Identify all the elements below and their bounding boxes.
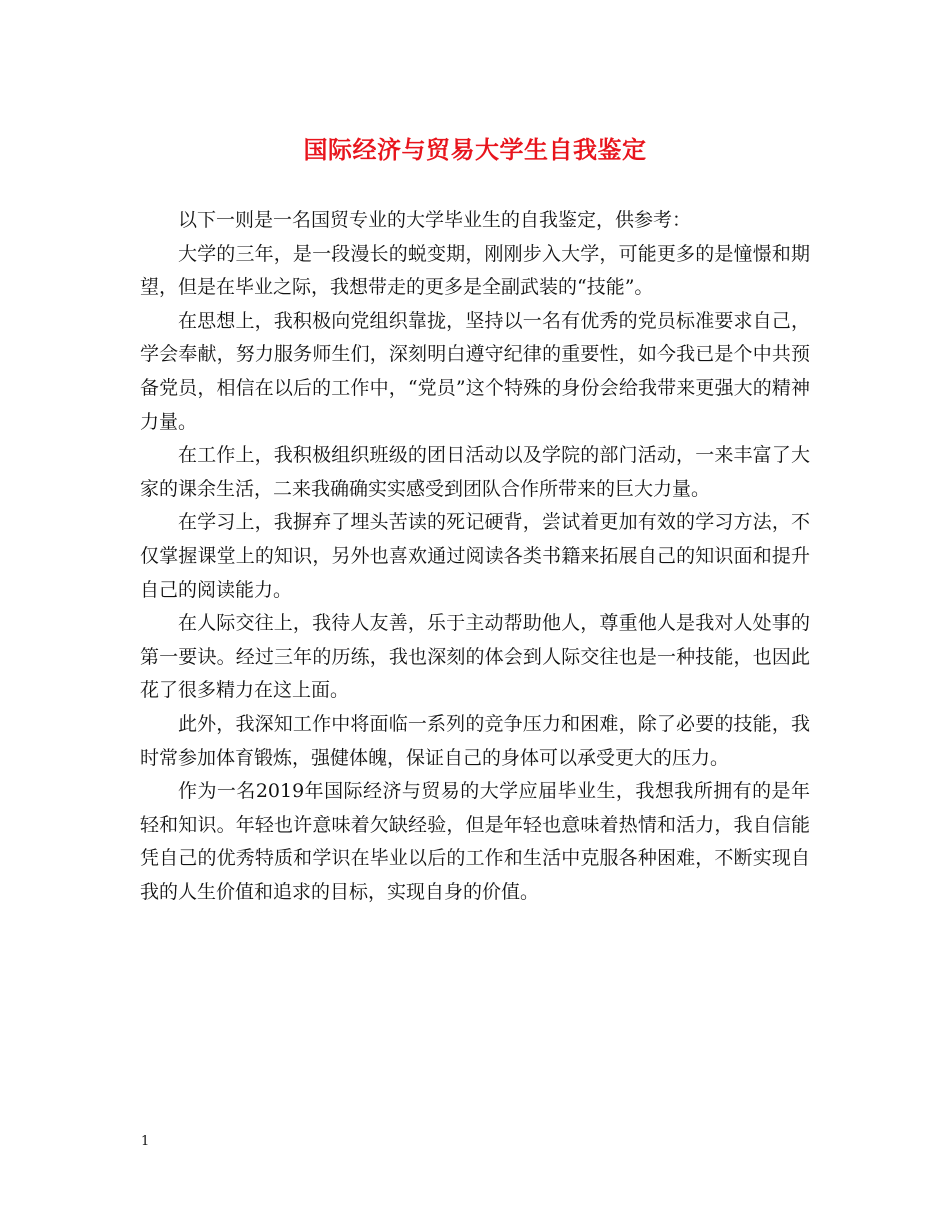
- document-title: 国际经济与贸易大学生自我鉴定: [303, 136, 647, 164]
- paragraph: 此外，我深知工作中将面临一系列的竞争压力和困难，除了必要的技能，我时常参加体育锻炼，强健体魄，保证自己的身体可以承受更大的压力。: [140, 712, 810, 769]
- paragraph: 在学习上，我摒弃了埋头苦读的死记硬背，尝试着更加有效的学习方法，不仅掌握课堂上的知识，另外也喜欢通过阅读各类书籍来拓展自己的知识面和提升自己的阅读能力。: [140, 511, 810, 601]
- document-body: [140, 204, 810, 909]
- paragraph: 大学的三年，是一段漫长的蜕变期，刚刚步入大学，可能更多的是憧憬和期望，但是在毕业之际，我想带走的更多是全副武装的“技能”。: [140, 242, 810, 299]
- paragraph: 作为一名2019年国际经济与贸易的大学应届毕业生，我想我所拥有的是年轻和知识。年轻也许意味着欠缺经验，但是年轻也意味着热情和活力，我自信能凭自己的优秀特质和学识在毕业以后的工作和生活中克服各种困难，不断实现自我的人生价值和追求的目标，实现自身的价值。: [140, 780, 810, 903]
- paragraph-intro: 以下一则是一名国贸专业的大学毕业生的自我鉴定，供参考：: [178, 209, 692, 231]
- paragraph: 在工作上，我积极组织班级的团日活动以及学院的部门活动，一来丰富了大家的课余生活，二来我确确实实感受到团队合作所带来的巨大力量。: [140, 444, 810, 500]
- page-number: 1: [141, 1134, 150, 1149]
- paragraph: 在思想上，我积极向党组织靠拢，坚持以一名有优秀的党员标准要求自己，学会奉献，努力服务师生们，深刻明白遵守纪律的重要性，如今我已是个中共预备党员，相信在以后的工作中，“党员”这个特殊的身份会给我带来更强大的精神力量。: [140, 309, 810, 433]
- paragraph: 在人际交往上，我待人友善，乐于主动帮助他人，尊重他人是我对人处事的第一要诀。经过三年的历练，我也深刻的体会到人际交往也是一种技能，也因此花了很多精力在这上面。: [140, 612, 810, 702]
